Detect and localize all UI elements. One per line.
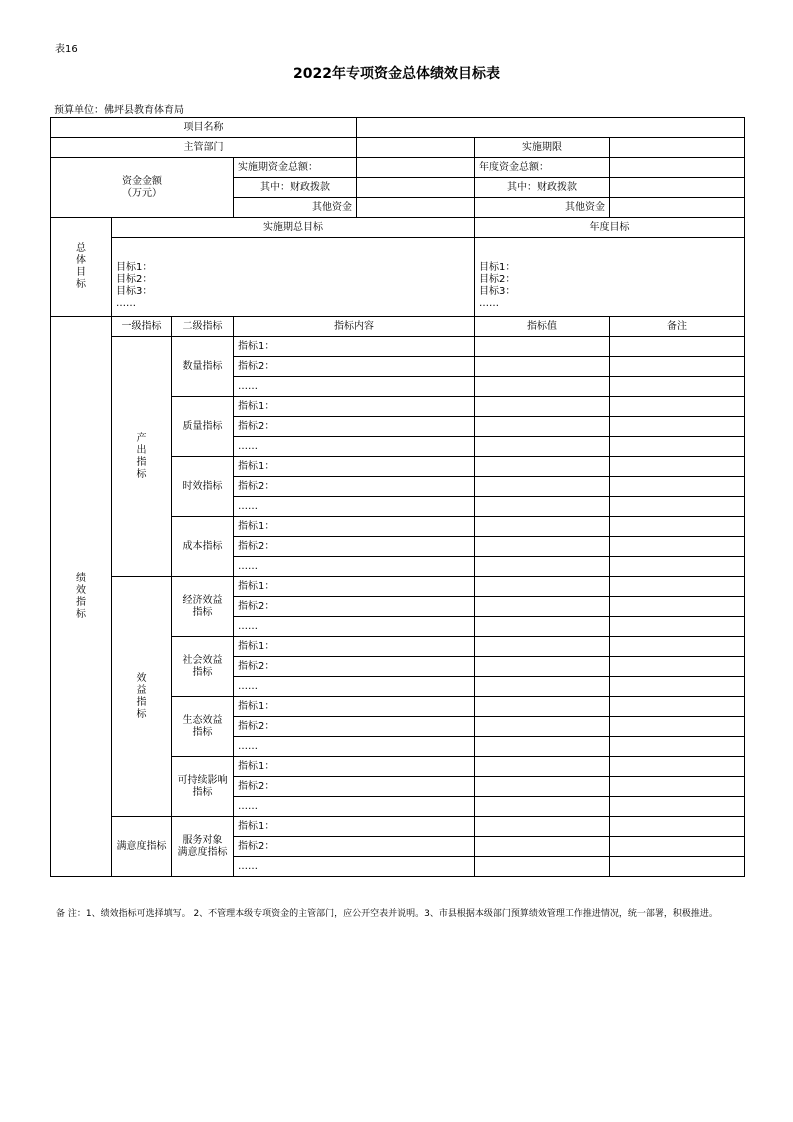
indicator-remark[interactable] (610, 797, 745, 817)
period-goal-header: 实施期总目标 (112, 218, 475, 238)
project-name-value[interactable] (357, 118, 745, 138)
indicator-item[interactable]: 指标2： (234, 477, 475, 497)
dept-value[interactable] (357, 138, 475, 158)
indicator-value[interactable] (475, 477, 610, 497)
page-title: 2022年专项资金总体绩效目标表 (293, 66, 500, 82)
indicator-item[interactable]: …… (234, 377, 475, 397)
indicator-item[interactable]: …… (234, 857, 475, 877)
fiscal-annual-value[interactable] (610, 178, 745, 198)
indicator-item[interactable]: …… (234, 737, 475, 757)
indicator-remark[interactable] (610, 597, 745, 617)
budget-unit: 预算单位：佛坪县教育体育局 (54, 105, 184, 116)
indicator-item[interactable]: …… (234, 497, 475, 517)
other-total-label: 其他资金 (234, 198, 357, 218)
indicator-item[interactable]: …… (234, 437, 475, 457)
indicator-value[interactable] (475, 377, 610, 397)
indicator-value[interactable] (475, 677, 610, 697)
indicator-value[interactable] (475, 757, 610, 777)
indicator-value[interactable] (475, 497, 610, 517)
indicator-remark[interactable] (610, 577, 745, 597)
ecological-benefit-indicator: 生态效益 指标 (172, 697, 234, 757)
indicator-value[interactable] (475, 737, 610, 757)
period-value[interactable] (610, 138, 745, 158)
indicator-value[interactable] (475, 337, 610, 357)
indicator-remark[interactable] (610, 497, 745, 517)
fiscal-annual-label: 其中：财政拨款 (475, 178, 610, 198)
indicator-value[interactable] (475, 577, 610, 597)
indicator-remark[interactable] (610, 417, 745, 437)
fiscal-total-label: 其中：财政拨款 (234, 178, 357, 198)
output-indicator-label: 产 出 指 标 (112, 337, 172, 577)
indicator-remark[interactable] (610, 737, 745, 757)
indicator-remark[interactable] (610, 397, 745, 417)
indicator-item[interactable]: 指标2： (234, 837, 475, 857)
performance-goal-table (50, 117, 745, 877)
indicator-item[interactable]: 指标2： (234, 537, 475, 557)
quantity-indicator: 数量指标 (172, 337, 234, 397)
indicator-remark[interactable] (610, 657, 745, 677)
indicator-remark[interactable] (610, 817, 745, 837)
indicator-remark[interactable] (610, 857, 745, 877)
table-number: 表16 (55, 44, 78, 55)
indicator-item[interactable]: 指标1： (234, 337, 475, 357)
indicator-value[interactable] (475, 637, 610, 657)
indicator-item[interactable]: 指标1： (234, 397, 475, 417)
indicator-value[interactable] (475, 557, 610, 577)
total-fund-label: 实施期资金总额： (234, 158, 357, 178)
indicator-item[interactable]: …… (234, 677, 475, 697)
indicator-item[interactable]: 指标2： (234, 657, 475, 677)
fund-amount-label: 资金金额 （万元） (51, 158, 234, 218)
indicator-item[interactable]: 指标1： (234, 517, 475, 537)
indicator-remark[interactable] (610, 337, 745, 357)
indicator-item[interactable]: 指标2： (234, 717, 475, 737)
service-satisfaction-indicator: 服务对象 满意度指标 (172, 817, 234, 877)
annual-goal-header: 年度目标 (475, 218, 745, 238)
indicator-remark[interactable] (610, 457, 745, 477)
indicator-item[interactable]: 指标2： (234, 417, 475, 437)
economic-benefit-indicator: 经济效益 指标 (172, 577, 234, 637)
indicator-remark[interactable] (610, 377, 745, 397)
indicator-remark[interactable] (610, 777, 745, 797)
total-fund-value[interactable] (357, 158, 475, 178)
benefit-indicator-label: 效 益 指 标 (112, 577, 172, 817)
indicator-remark[interactable] (610, 357, 745, 377)
indicator-item[interactable]: …… (234, 617, 475, 637)
indicator-value[interactable] (475, 837, 610, 857)
annual-fund-value[interactable] (610, 158, 745, 178)
indicator-remark[interactable] (610, 837, 745, 857)
perf-indicator-label: 绩 效 指 标 (51, 317, 112, 877)
level2-header: 二级指标 (172, 317, 234, 337)
indicator-value[interactable] (475, 617, 610, 637)
dept-label: 主管部门 (51, 138, 357, 158)
indicator-value[interactable] (475, 797, 610, 817)
indicator-remark[interactable] (610, 697, 745, 717)
indicator-remark[interactable] (610, 477, 745, 497)
indicator-item[interactable]: 指标1： (234, 577, 475, 597)
remark-header: 备注 (610, 317, 745, 337)
indicator-value[interactable] (475, 537, 610, 557)
footer-note: 备 注：1、绩效指标可选择填写。 2、不管理本级专项资金的主管部门，应公开空表并说明。3、市县根据本级部门预算绩效管理工作推进情况，统一部署，积极推进。 (56, 909, 718, 919)
annual-fund-label: 年度资金总额： (475, 158, 610, 178)
indicator-value[interactable] (475, 417, 610, 437)
indicator-value[interactable] (475, 597, 610, 617)
indicator-value[interactable] (475, 357, 610, 377)
indicator-item[interactable]: …… (234, 797, 475, 817)
indicator-value[interactable] (475, 857, 610, 877)
overall-goal-label: 总 体 目 标 (51, 218, 112, 317)
indicator-value[interactable] (475, 777, 610, 797)
indicator-value[interactable] (475, 437, 610, 457)
indicator-remark[interactable] (610, 557, 745, 577)
indicator-remark[interactable] (610, 637, 745, 657)
indicator-remark[interactable] (610, 617, 745, 637)
indicator-item[interactable]: 指标1： (234, 817, 475, 837)
cost-indicator: 成本指标 (172, 517, 234, 577)
indicator-remark[interactable] (610, 677, 745, 697)
content-header: 指标内容 (234, 317, 475, 337)
indicator-value[interactable] (475, 457, 610, 477)
indicator-item[interactable]: 指标1： (234, 757, 475, 777)
fiscal-total-value[interactable] (357, 178, 475, 198)
indicator-remark[interactable] (610, 517, 745, 537)
indicator-remark[interactable] (610, 537, 745, 557)
project-name-label: 项目名称 (51, 118, 357, 138)
indicator-remark[interactable] (610, 757, 745, 777)
other-annual-label: 其他资金 (475, 198, 610, 218)
indicator-remark[interactable] (610, 437, 745, 457)
indicator-value[interactable] (475, 717, 610, 737)
social-benefit-indicator: 社会效益 指标 (172, 637, 234, 697)
indicator-value[interactable] (475, 657, 610, 677)
indicator-item[interactable]: 指标2： (234, 357, 475, 377)
indicator-item[interactable]: 指标1： (234, 697, 475, 717)
period-label: 实施期限 (475, 138, 610, 158)
level1-header: 一级指标 (112, 317, 172, 337)
indicator-item[interactable]: 指标2： (234, 597, 475, 617)
value-header: 指标值 (475, 317, 610, 337)
timeliness-indicator: 时效指标 (172, 457, 234, 517)
indicator-item[interactable]: 指标1： (234, 457, 475, 477)
annual-goal-content[interactable]: 目标1： 目标2： 目标3： …… (475, 238, 745, 317)
period-goal-content[interactable]: 目标1： 目标2： 目标3： …… (112, 238, 475, 317)
indicator-value[interactable] (475, 697, 610, 717)
indicator-item[interactable]: 指标1： (234, 637, 475, 657)
indicator-item[interactable]: …… (234, 557, 475, 577)
indicator-value[interactable] (475, 817, 610, 837)
satisfaction-indicator-label: 满意度指标 (112, 817, 172, 877)
other-annual-value[interactable] (610, 198, 745, 218)
indicator-item[interactable]: 指标2： (234, 777, 475, 797)
indicator-remark[interactable] (610, 717, 745, 737)
indicator-value[interactable] (475, 397, 610, 417)
indicator-value[interactable] (475, 517, 610, 537)
sustainable-impact-indicator: 可持续影响 指标 (172, 757, 234, 817)
quality-indicator: 质量指标 (172, 397, 234, 457)
other-total-value[interactable] (357, 198, 475, 218)
